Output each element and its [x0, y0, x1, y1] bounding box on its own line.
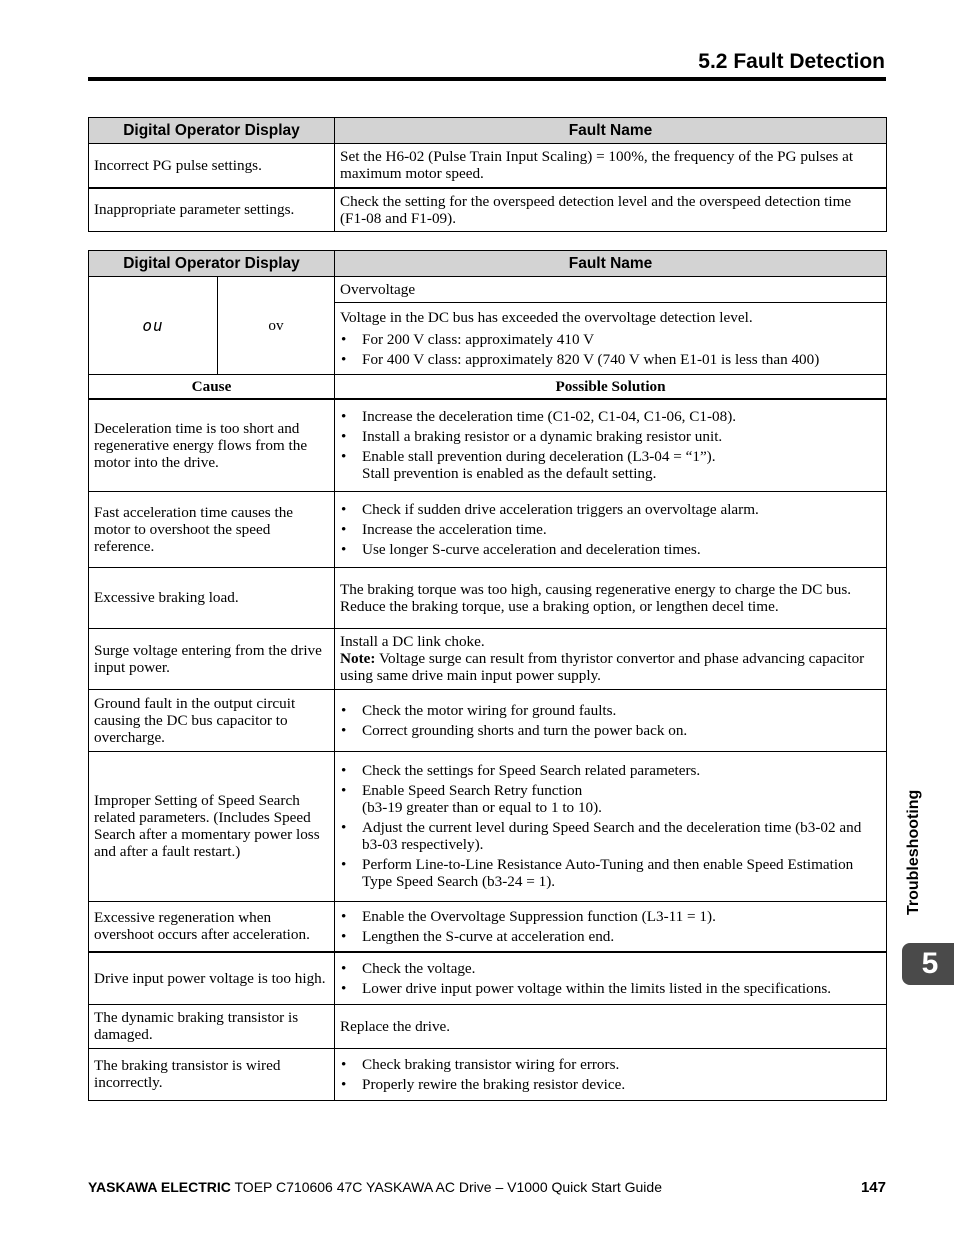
section-side-label-text: Troubleshooting — [905, 789, 922, 915]
solution-cell: Set the H6-02 (Pulse Train Input Scaling) = 100%, the frequency of the PG pulses at maximum motor speed. — [335, 144, 887, 188]
list-item-text: Enable stall prevention during deceleration (L3-04 = “1”). — [362, 448, 716, 466]
solution-cell — [335, 1048, 887, 1100]
table-row — [89, 689, 887, 751]
solution-cell — [335, 901, 887, 952]
list-item — [340, 782, 881, 816]
fault-table-overvoltage — [88, 250, 887, 1101]
list-item: • Enable the Overvoltage Suppression function (L3-11 = 1). — [340, 908, 881, 925]
fault-threshold-list — [340, 331, 881, 368]
table-header-fault-name: Fault Name — [335, 118, 887, 144]
note-text: Voltage surge can result from thyristor convertor and phase advancing capacitor using same drive main input power supply. — [340, 650, 865, 684]
operator-display-code: ou — [89, 277, 218, 375]
list-item: • Lower drive input power voltage within the limits listed in the specifications. — [340, 980, 881, 997]
page-title: 5.2 Fault Detection — [698, 50, 885, 73]
table-header-display: Digital Operator Display — [89, 251, 335, 277]
table-row — [89, 1004, 887, 1048]
table-row — [89, 491, 887, 567]
fault-description: Voltage in the DC bus has exceeded the overvoltage detection level. — [340, 309, 753, 326]
fault-name-cell: Overvoltage — [335, 277, 887, 303]
solution-note — [340, 650, 881, 684]
list-item: • Increase the deceleration time (C1-02, C1-04, C1-06, C1-08). — [340, 408, 881, 425]
cause-cell: Incorrect PG pulse settings. — [89, 144, 335, 188]
table-row — [89, 628, 887, 689]
list-item: • Correct grounding shorts and turn the power back on. — [340, 722, 881, 739]
page-number: 147 — [860, 1179, 886, 1196]
list-item: • Check if sudden drive acceleration triggers an overvoltage alarm. — [340, 501, 881, 518]
table-row — [89, 1048, 887, 1100]
table-row — [89, 901, 887, 952]
cause-cell: Excessive regeneration when overshoot occurs after acceleration. — [89, 901, 335, 952]
chapter-tab: 5 — [902, 943, 954, 985]
solution-text: Install a DC link choke. — [340, 633, 485, 650]
cause-cell: Fast acceleration time causes the motor to overshoot the speed reference. — [89, 491, 335, 567]
solution-cell — [335, 952, 887, 1004]
list-item: • Check braking transistor wiring for errors. — [340, 1056, 881, 1073]
solution-text: Reduce the braking torque, use a braking option, or lengthen decel time. — [340, 597, 779, 615]
list-item: • Check the settings for Speed Search related parameters. — [340, 762, 881, 779]
cause-cell: Excessive braking load. — [89, 567, 335, 628]
cause-cell: Deceleration time is too short and regenerative energy flows from the motor into the drive. — [89, 399, 335, 491]
list-item: • For 400 V class: approximately 820 V (740 V when E1-01 is less than 400) — [340, 351, 881, 368]
cause-cell: Improper Setting of Speed Search related parameters. (Includes Speed Search after a momentary power loss and after a fault restart.) — [89, 751, 335, 901]
solution-cell — [335, 751, 887, 901]
note-label: Note: — [340, 650, 376, 667]
cause-cell: Ground fault in the output circuit causing the DC bus capacitor to overcharge. — [89, 689, 335, 751]
cause-cell: The braking transistor is wired incorrectly. — [89, 1048, 335, 1100]
page-footer — [88, 1179, 886, 1195]
solution-cell — [335, 689, 887, 751]
table-row — [89, 144, 887, 188]
header-rule — [88, 77, 886, 81]
table-row — [89, 399, 887, 491]
solution-text: The braking torque was too high, causing regenerative energy to charge the DC bus. — [340, 580, 852, 598]
list-item: • Adjust the current level during Speed Search and the deceleration time (b3-02 and b3-03 respectively). — [340, 819, 881, 853]
list-item: • Lengthen the S-curve at acceleration end. — [340, 928, 881, 945]
footer-document-title: TOEP C710606 47C YASKAWA AC Drive – V1000 Quick Start Guide — [230, 1179, 662, 1195]
cause-cell: Surge voltage entering from the drive input power. — [89, 628, 335, 689]
table-header-display: Digital Operator Display — [89, 118, 335, 144]
solution-cell: Replace the drive. — [335, 1004, 887, 1048]
possible-solution-header: Possible Solution — [335, 375, 887, 400]
list-item — [340, 448, 881, 482]
list-item: • Properly rewire the braking resistor device. — [340, 1076, 881, 1093]
fault-description-cell — [335, 303, 887, 375]
cause-cell: The dynamic braking transistor is damaged. — [89, 1004, 335, 1048]
cause-cell: Drive input power voltage is too high. — [89, 952, 335, 1004]
list-item: • For 200 V class: approximately 410 V — [340, 331, 881, 348]
list-item: • Perform Line-to-Line Resistance Auto-Tuning and then enable Speed Estimation Type Speed Search (b3-24 = 1). — [340, 856, 881, 890]
footer-brand: YASKAWA ELECTRIC — [88, 1179, 231, 1195]
cause-header: Cause — [89, 375, 335, 400]
solution-cell — [335, 491, 887, 567]
solution-cell — [335, 567, 887, 628]
solution-cell: Check the setting for the overspeed detection level and the overspeed detection time (F1-08 and F1-09). — [335, 188, 887, 232]
solution-cell — [335, 628, 887, 689]
list-item: • Increase the acceleration time. — [340, 521, 881, 538]
list-item: • Check the voltage. — [340, 960, 881, 977]
operator-display-label: ov — [218, 277, 335, 375]
section-side-label — [905, 780, 935, 920]
fault-table-overspeed-continued — [88, 117, 887, 232]
table-row — [89, 952, 887, 1004]
list-item: • Use longer S-curve acceleration and deceleration times. — [340, 541, 881, 558]
table-row — [89, 751, 887, 901]
solution-cell — [335, 399, 887, 491]
list-item: • Install a braking resistor or a dynamic braking resistor unit. — [340, 428, 881, 445]
list-item-text: Enable Speed Search Retry function — [362, 782, 583, 799]
list-item: • Check the motor wiring for ground faults. — [340, 702, 881, 719]
table-row — [89, 188, 887, 232]
list-item-text: Stall prevention is enabled as the default setting. — [362, 465, 657, 483]
table-header-fault-name: Fault Name — [335, 251, 887, 277]
cause-cell: Inappropriate parameter settings. — [89, 188, 335, 232]
list-item-text: (b3-19 greater than or equal to 1 to 10). — [362, 799, 602, 816]
table-row — [89, 567, 887, 628]
